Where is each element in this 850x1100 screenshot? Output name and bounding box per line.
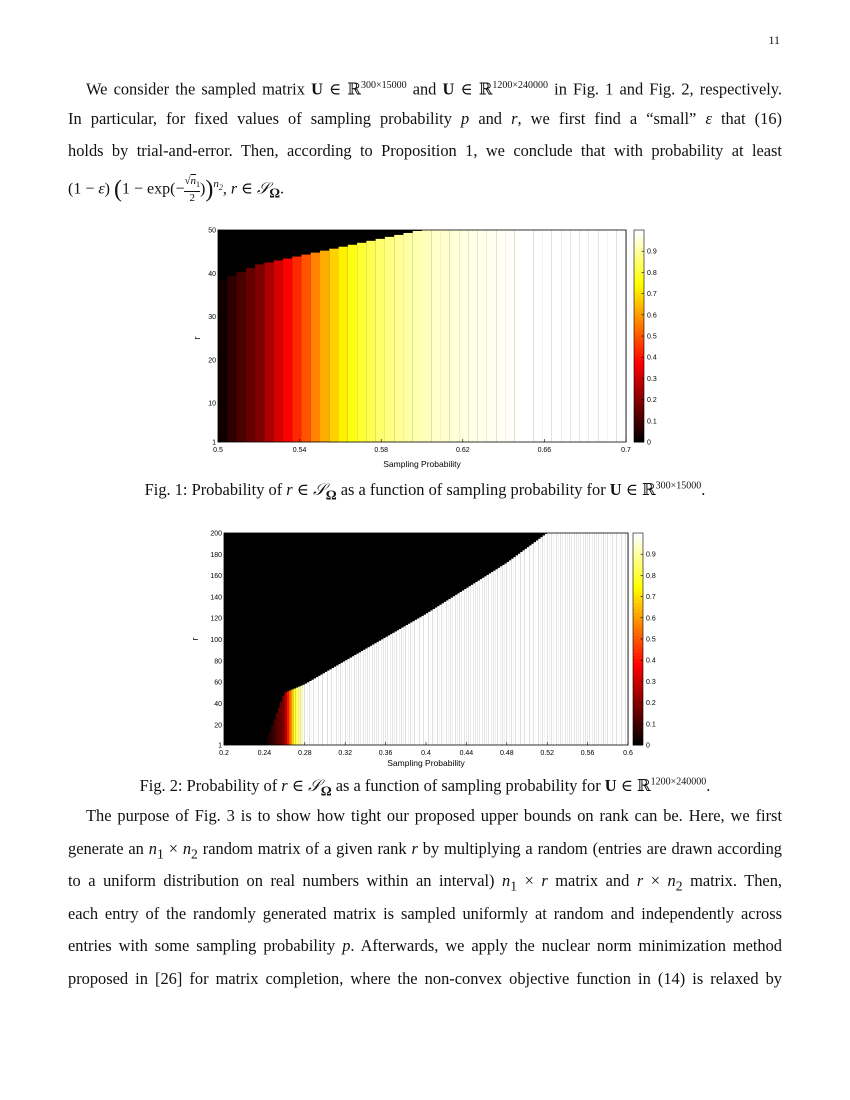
colorbar-swatch [633,712,643,716]
colorbar-swatch [634,230,644,234]
y-tick-label: 120 [210,615,222,623]
colorbar-tick-label: 0.1 [647,418,657,426]
colorbar-swatch [634,386,644,390]
figure-2-colorbar [633,533,656,750]
colorbar-swatch [633,560,643,564]
heatmap-cell [524,230,534,442]
colorbar-swatch [633,738,643,742]
colorbar-swatch [633,699,643,703]
heatmap-cell [320,251,330,442]
colorbar-tick-label: 0.5 [647,333,657,341]
heatmap-cell [348,245,358,442]
colorbar-swatch [634,356,644,360]
figure-2 [0,522,850,772]
heatmap-cell [468,230,478,442]
colorbar-swatch [633,649,643,653]
heatmap-cell [450,230,460,442]
figure-1-xlabel: Sampling Probability [383,459,461,469]
colorbar-swatch [633,579,643,583]
colorbar-swatch [633,622,643,626]
colorbar-swatch [633,682,643,686]
x-tick-label: 0.66 [537,447,552,454]
y-tick-label: 40 [208,270,216,278]
colorbar-tick-label: 0.5 [646,636,656,644]
colorbar-swatch [634,280,644,284]
colorbar-swatch [633,619,643,623]
colorbar-swatch [634,336,644,340]
heatmap-cell [607,230,617,442]
y-tick-label: 40 [214,700,222,708]
colorbar-swatch [634,310,644,314]
colorbar-tick-label: 0.8 [646,572,656,580]
colorbar-swatch [633,695,643,699]
colorbar-swatch [633,569,643,573]
x-tick-label: 0.58 [374,447,389,454]
colorbar-swatch [634,346,644,350]
colorbar-swatch [633,586,643,590]
y-tick-label: 140 [210,594,222,602]
colorbar-swatch [634,396,644,400]
figure-2-ylabel: r [190,637,200,641]
colorbar-tick-label: 0.1 [646,721,656,729]
colorbar-swatch [633,679,643,683]
colorbar-swatch [633,725,643,729]
colorbar-swatch [633,632,643,636]
colorbar-swatch [634,432,644,436]
colorbar-tick-label: 0.2 [646,700,656,708]
colorbar-swatch [634,233,644,237]
colorbar-swatch [633,728,643,732]
x-tick-label: 0.52 [540,750,555,757]
colorbar-swatch [633,705,643,709]
heatmap-cell [339,247,349,442]
colorbar-swatch [633,606,643,610]
colorbar-swatch [633,685,643,689]
colorbar-swatch [634,326,644,330]
figure-1-ylabel: r [192,336,202,340]
figure-2-heatmap [224,533,629,745]
colorbar-swatch [633,719,643,723]
y-tick-label: 180 [210,551,222,559]
colorbar-swatch [633,543,643,547]
colorbar-swatch [633,662,643,666]
colorbar-swatch [634,247,644,251]
x-tick-label: 0.32 [338,750,353,757]
heatmap-cell [487,230,497,442]
x-tick-label: 0.44 [459,750,474,757]
colorbar-swatch [633,672,643,676]
colorbar-swatch [634,379,644,383]
colorbar-swatch [633,609,643,613]
colorbar-swatch [633,692,643,696]
colorbar-swatch [634,372,644,376]
x-tick-label: 0.36 [378,750,393,757]
figure-2-xlabel: Sampling Probability [387,758,465,768]
heatmap-cell [237,272,247,442]
colorbar-swatch [633,669,643,673]
figure-1-caption: Fig. 1: Probability of r ∈ 𝒮$_\Omega$ as a function of sampling probability for U ∈ ℝ$^{300\times 15000}$. [144,480,706,503]
colorbar-tick-label: 0.6 [647,312,657,320]
colorbar-swatch [634,260,644,264]
body-line-4: each entry of the randomly generated matrix is sampled uniformly at random and independently across [68,903,782,923]
x-tick-label: 0.62 [455,447,470,454]
heatmap-cell [478,230,488,442]
heatmap-cell [329,249,339,442]
body-paragraph [68,800,782,995]
y-tick-label: 160 [210,573,222,581]
colorbar-swatch [633,715,643,719]
colorbar-swatch [633,556,643,560]
colorbar-swatch [634,353,644,357]
colorbar-swatch [633,675,643,679]
colorbar-swatch [634,266,644,270]
page-number: 11 [768,33,780,47]
colorbar-swatch [634,283,644,287]
colorbar-tick-label: 0.9 [646,551,656,559]
colorbar-tick-label: 0 [646,742,650,750]
heatmap-cell [515,230,525,442]
intro-paragraph [68,70,782,204]
colorbar-swatch [634,323,644,327]
heatmap-cell [422,230,432,442]
colorbar-swatch [633,626,643,630]
colorbar-swatch [634,429,644,433]
intro-line-3: holds by trial-and-error. Then, according to Proposition 1, we conclude that with probability at least [68,141,782,160]
colorbar-swatch [634,243,644,247]
heatmap-cell [561,230,571,442]
y-tick-label: 200 [210,530,222,538]
colorbar-tick-label: 0.7 [646,594,656,602]
colorbar-swatch [634,306,644,310]
y-tick-label: 100 [210,637,222,645]
colorbar-swatch [634,366,644,370]
heatmap-cell [459,230,469,442]
heatmap-cell [292,257,302,442]
colorbar-swatch [634,319,644,323]
colorbar-swatch [633,629,643,633]
colorbar-swatch [633,589,643,593]
colorbar-tick-label: 0 [647,439,651,447]
x-tick-label: 0.2 [219,750,229,757]
colorbar-tick-label: 0.4 [646,657,656,665]
heatmap-cell [394,235,404,442]
y-tick-label: 10 [208,400,216,408]
colorbar-swatch [634,237,644,241]
figure-1 [0,222,850,482]
colorbar-swatch [634,263,644,267]
colorbar-swatch [633,732,643,736]
heatmap-cell [431,230,441,442]
colorbar-tick-label: 0.8 [647,269,657,277]
colorbar-swatch [634,376,644,380]
colorbar-swatch [634,286,644,290]
colorbar-swatch [634,412,644,416]
heatmap-cell [580,230,590,442]
colorbar-swatch [634,303,644,307]
colorbar-swatch [634,349,644,353]
colorbar-swatch [634,250,644,254]
colorbar-swatch [633,666,643,670]
colorbar-tick-label: 0.7 [647,291,657,299]
y-tick-label: 50 [208,227,216,235]
colorbar-swatch [633,599,643,603]
x-tick-label: 0.6 [623,750,633,757]
colorbar-swatch [634,359,644,363]
colorbar-swatch [633,709,643,713]
colorbar-swatch [634,290,644,294]
colorbar-swatch [634,300,644,304]
colorbar-swatch [633,603,643,607]
heatmap-cell [570,230,580,442]
heatmap-cell [505,230,515,442]
colorbar-swatch [634,273,644,277]
y-tick-label: 20 [208,357,216,365]
colorbar-swatch [633,553,643,557]
intro-line-2: In particular, for fixed values of sampling probability p and r, we first find a “small” ε that (16) [68,108,782,128]
colorbar-swatch [633,646,643,650]
heatmap-cell [403,233,413,442]
heatmap-cell [283,259,293,442]
heatmap-cell [376,239,386,442]
colorbar-swatch [634,253,644,257]
x-tick-label: 0.4 [421,750,431,757]
colorbar-swatch [634,435,644,439]
colorbar-swatch [633,550,643,554]
heatmap-cell [264,262,274,442]
body-line-3: to a uniform distribution on real numbers within an interval) $n_1 \times r$ matrix and $r \times n_2$ matrix. Then, [68,871,782,894]
heatmap-cell [617,230,627,442]
colorbar-swatch [634,257,644,261]
colorbar-swatch [633,659,643,663]
colorbar-swatch [634,316,644,320]
colorbar-swatch [633,642,643,646]
colorbar-swatch [633,656,643,660]
colorbar-swatch [633,735,643,739]
colorbar-swatch [634,369,644,373]
heatmap-cell [255,264,265,442]
colorbar-swatch [633,540,643,544]
colorbar-swatch [633,536,643,540]
heatmap-cell [366,241,376,442]
colorbar-swatch [634,416,644,420]
colorbar-tick-label: 0.3 [647,375,657,383]
colorbar-swatch [634,270,644,274]
colorbar-swatch [634,363,644,367]
heatmap-cell [552,230,562,442]
colorbar-tick-label: 0.2 [647,397,657,405]
colorbar-swatch [633,639,643,643]
heatmap-cell [496,230,506,442]
colorbar-swatch [634,409,644,413]
heatmap-cell [413,231,423,442]
heatmap-cell [227,276,237,442]
colorbar-tick-label: 0.9 [647,248,657,256]
x-tick-label: 0.5 [213,447,223,454]
heatmap-cell [441,230,451,442]
x-tick-label: 0.48 [499,750,514,757]
colorbar-swatch [634,296,644,300]
formula-line: (1 − ε) (1 − exp(− $\frac{√n_1}{2}$ ))$^{n_2}$, r ∈ 𝒮$_\Omega$. [68,174,285,204]
body-line-6: proposed in [26] for matrix completion, where the non-convex objective function in (14) is relaxed by [68,968,782,988]
y-tick-label: 20 [214,722,222,730]
y-tick-label: 1 [212,439,216,447]
colorbar-swatch [633,689,643,693]
intro-line-1: We consider the sampled matrix U ∈ ℝ$^{300\times 15000}$ and U ∈ ℝ$^{1200\times 240000}$ in Fig. 1 and Fig. 2, respectively. [86,79,782,99]
heatmap-cell [385,237,395,442]
colorbar-swatch [633,566,643,570]
colorbar-swatch [634,382,644,386]
figure-2-caption: Fig. 2: Probability of r ∈ 𝒮$_\Omega$ as a function of sampling probability for U ∈ ℝ$^{1200\times 240000}$. [139,776,711,799]
x-tick-label: 0.24 [257,750,272,757]
colorbar-swatch [633,652,643,656]
body-line-2: generate an $n_1 \times n_2$ random matrix of a given rank r by multiplying a random (entries are drawn according [68,838,782,861]
colorbar-swatch [633,583,643,587]
colorbar-swatch [633,533,643,537]
y-tick-label: 60 [214,679,222,687]
x-tick-label: 0.7 [621,447,631,454]
y-tick-label: 80 [214,658,222,666]
colorbar-swatch [634,343,644,347]
colorbar-swatch [634,425,644,429]
heatmap-cell [357,243,367,442]
figure-1-heatmap [218,230,627,442]
heatmap-cell [543,230,553,442]
heatmap-cell [301,255,311,442]
heatmap-cell [218,280,228,442]
colorbar-swatch [633,593,643,597]
x-tick-label: 0.54 [292,447,307,454]
colorbar-swatch [634,392,644,396]
colorbar-swatch [633,613,643,617]
colorbar-swatch [634,240,644,244]
colorbar-swatch [634,276,644,280]
x-tick-label: 0.56 [580,750,595,757]
colorbar-swatch [634,339,644,343]
heatmap-cell [311,253,321,442]
y-tick-label: 1 [218,742,222,750]
y-tick-label: 30 [208,314,216,322]
colorbar-tick-label: 0.6 [646,615,656,623]
heatmap-cell [533,230,543,442]
colorbar-swatch [633,576,643,580]
colorbar-swatch [633,573,643,577]
heatmap-cell [589,230,599,442]
body-line-5: entries with some sampling probability p. Afterwards, we apply the nuclear norm minimization method [68,936,782,955]
colorbar-tick-label: 0.3 [646,678,656,686]
colorbar-swatch [634,389,644,393]
figure-1-colorbar [634,230,657,447]
heatmap-cell [274,260,284,442]
colorbar-swatch [634,422,644,426]
colorbar-swatch [633,563,643,567]
x-tick-label: 0.28 [297,750,312,757]
heatmap-cell [246,268,256,442]
colorbar-tick-label: 0.4 [647,354,657,362]
colorbar-swatch [634,402,644,406]
heatmap-cell [598,230,608,442]
colorbar-swatch [634,406,644,410]
colorbar-swatch [633,546,643,550]
body-line-1: The purpose of Fig. 3 is to show how tight our proposed upper bounds on rank can be. Here, we first [86,806,782,825]
colorbar-swatch [634,329,644,333]
